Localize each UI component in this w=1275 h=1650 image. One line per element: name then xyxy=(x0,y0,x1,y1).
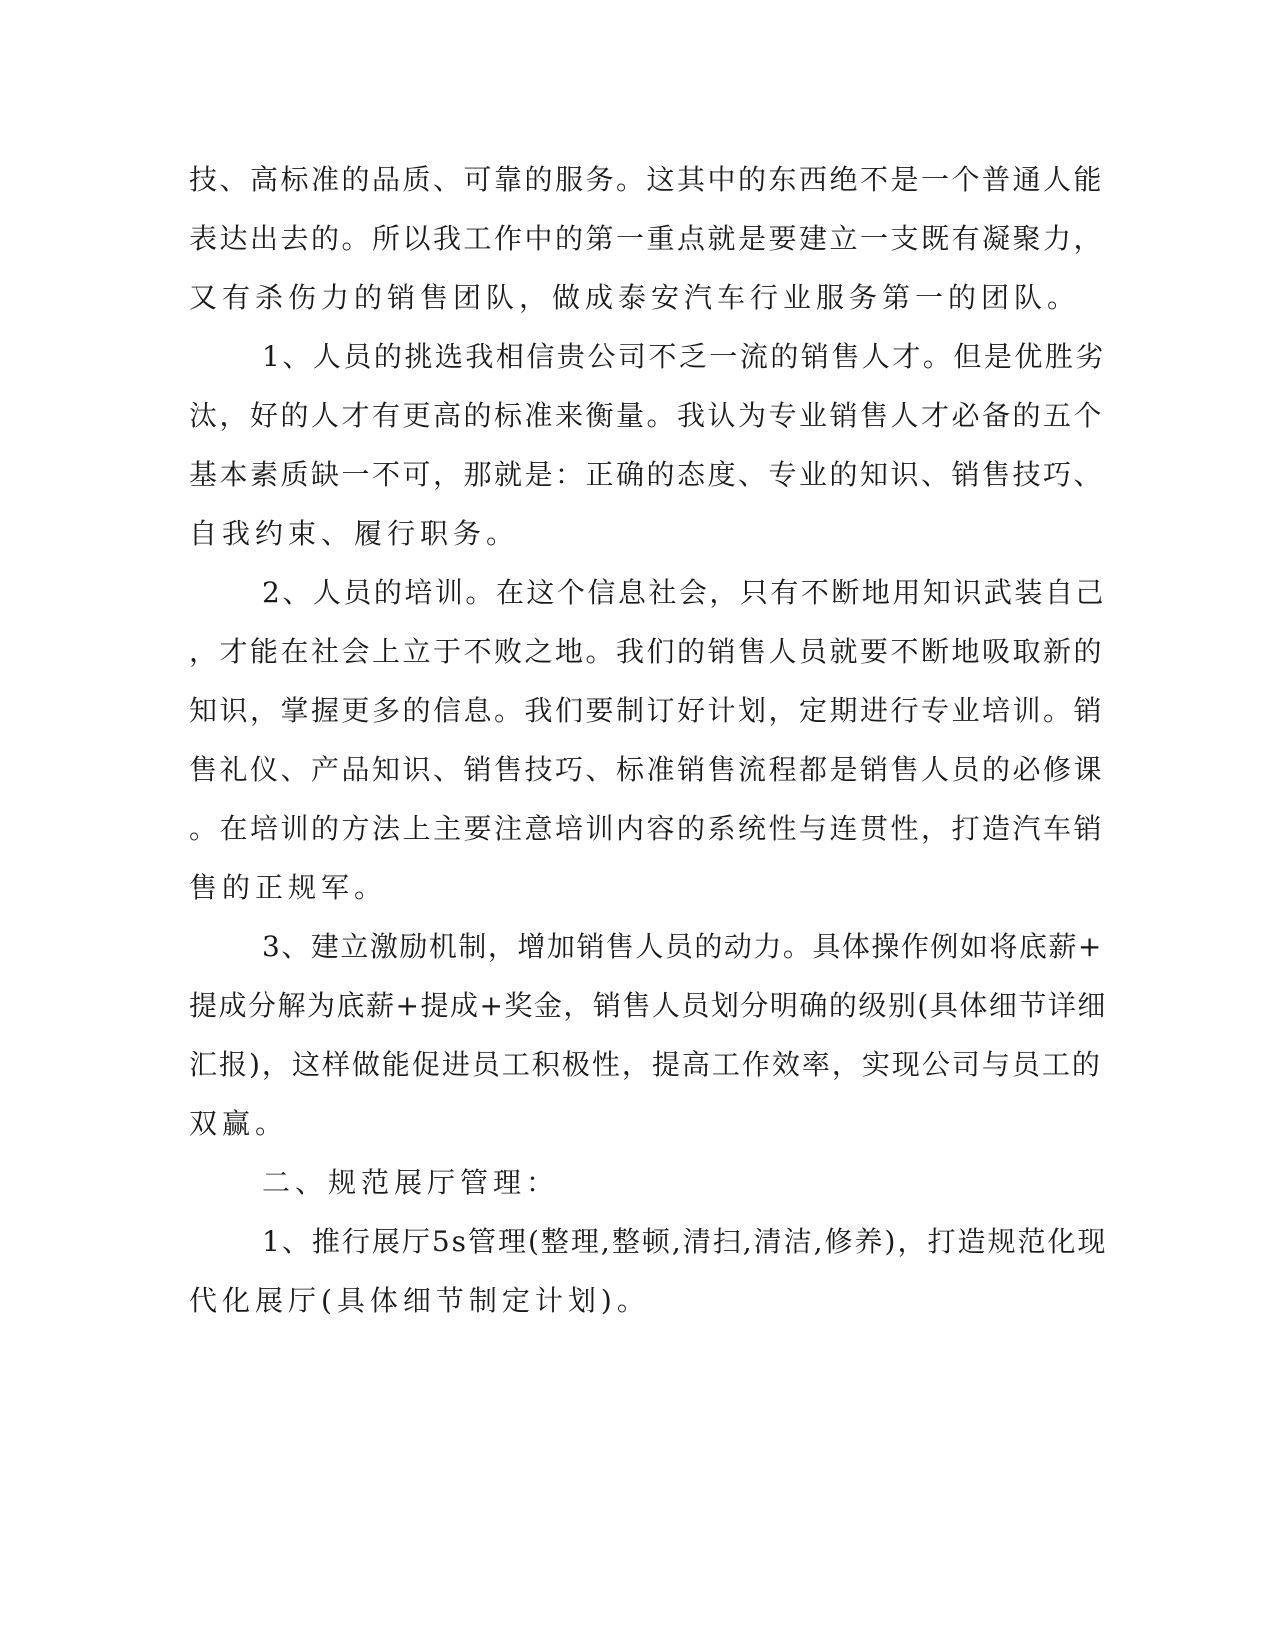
text-line: 提成分解为底薪+提成+奖金，销售人员划分明确的级别(具体细节详细 xyxy=(189,989,1107,1022)
text-line: 2、人员的培训。在这个信息社会，只有不断地用知识武装自己 xyxy=(262,576,1106,609)
text-line: 3、建立激励机制，增加销售人员的动力。具体操作例如将底薪+ xyxy=(262,930,1103,963)
text-line: 知识，掌握更多的信息。我们要制订好计划，定期进行专业培训。销 xyxy=(189,694,1105,727)
section-heading: 二、规范展厅管理： xyxy=(262,1166,560,1199)
text-line: 汇报)，这样做能促进员工积极性，提高工作效率，实现公司与员工的 xyxy=(189,1048,1102,1081)
text-line: 汰，好的人才有更高的标准来衡量。我认为专业销售人才必备的五个 xyxy=(189,399,1105,432)
text-line: 。在培训的方法上主要注意培训内容的系统性与连贯性，打造汽车销 xyxy=(189,812,1105,845)
text-line: 技、高标准的品质、可靠的服务。这其中的东西绝不是一个普通人能 xyxy=(189,163,1105,196)
text-line: 1、推行展厅5s管理(整理,整顿,清扫,清洁,修养)，打造规范化现 xyxy=(262,1225,1108,1258)
text-line: 表达出去的。所以我工作中的第一重点就是要建立一支既有凝聚力， xyxy=(189,222,1105,255)
text-line: 双赢。 xyxy=(189,1107,289,1140)
text-line: 又有杀伤力的销售团队，做成泰安汽车行业服务第一的团队。 xyxy=(189,281,1081,314)
text-line: ，才能在社会上立于不败之地。我们的销售人员就要不断地吸取新的 xyxy=(189,635,1105,668)
text-line: 售礼仪、产品知识、销售技巧、标准销售流程都是销售人员的必修课 xyxy=(189,753,1105,786)
text-line: 代化展厅(具体细节制定计划)。 xyxy=(189,1284,650,1317)
text-line: 自我约束、履行职务。 xyxy=(189,517,520,550)
text-line: 基本素质缺一不可，那就是：正确的态度、专业的知识、销售技巧、 xyxy=(189,458,1105,491)
text-line: 售的正规军。 xyxy=(189,871,388,904)
text-line: 1、人员的挑选我相信贵公司不乏一流的销售人才。但是优胜劣 xyxy=(262,340,1106,373)
